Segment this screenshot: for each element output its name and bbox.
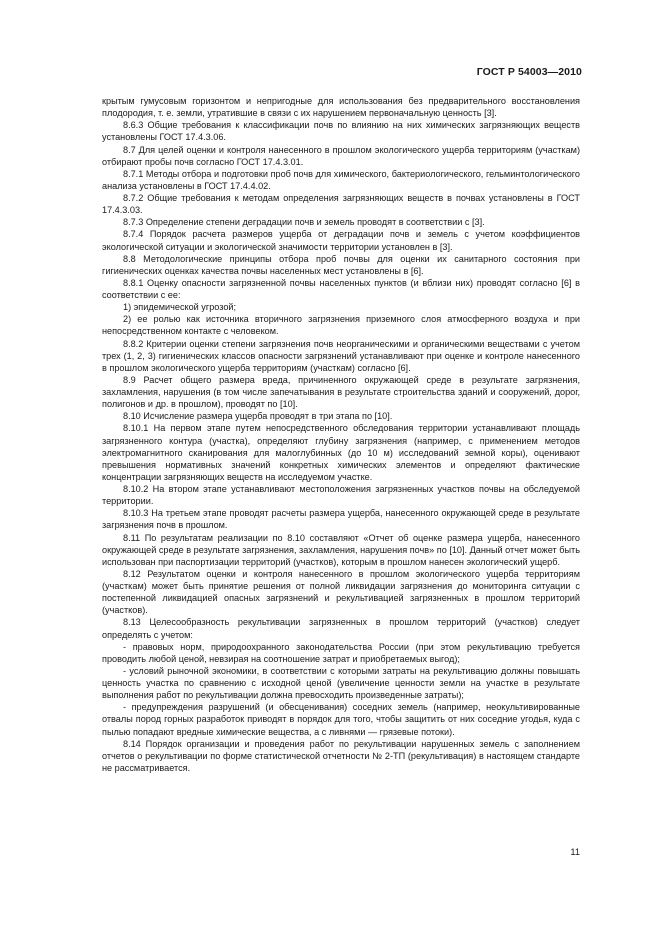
paragraph-8-14: 8.14 Порядок организации и проведения работ по рекультивации нарушенных земель с заполнением отчетов о рекультивации по форме статистической отчетности № 2-ТП (рекультивация) в настоящем стандарте не рассматривается. — [102, 738, 580, 773]
paragraph-8-10-1: 8.10.1 На первом этапе путем непосредственного обследования территории устанавливают площадь загрязненного контура (участка), определяют глубину загрязнения (например, с применением методов электромагнитного сканирования для малоглубинных (до 10 м) исследований земной коры), оценивают превышения нормативных значений конкретных химических элементов и определяют фактические концентрации загрязняющих веществ на исследуемом участке. — [102, 423, 580, 482]
paragraph-8-10: 8.10 Исчисление размера ущерба проводят в три этапа по [10]. — [123, 411, 393, 422]
dash-item-market: - условий рыночной экономики, в соответствии с которыми затраты на рекультивацию должны повышать ценность участка по сравнению с исходной ценой (увеличение ценности земли на участке в результате выполнения работ по рекультивации должна превосходить произведенные затраты); — [102, 665, 580, 701]
document-body — [102, 95, 580, 774]
list-item-1: 1) эпидемической угрозой; — [123, 302, 237, 313]
dash-item-prevention: - предупреждения разрушений (и обесценивания) соседних земель (например, неокультивированные отвалы пород горных разработок приводят в порядок для того, чтобы защитить от них соседние угодья, куда с пылью попадают вредные химические вещества, а с ливнями — грязевые потоки). — [102, 702, 580, 737]
paragraph-8-8: 8.8 Методологические принципы отбора проб почвы для оценки их санитарного состояния при гигиенических оценках качества почвы населенных мест установлены в [6]. — [102, 253, 580, 276]
paragraph-8-12: 8.12 Результатом оценки и контроля нанесенного в прошлом экологического ущерба территориям (участкам) может быть принятие решения от полной ликвидации загрязнения до мониторинга ситуации с постепенной ликвидацией опасных загрязнений и рекультивацией загрязненных в прошлом территорий (участков). — [102, 568, 580, 616]
paragraph-8-9: 8.9 Расчет общего размера вреда, причиненного окружающей среде в результате загрязнения, захламления, нарушения (в том числе запечатывания в результате строительства зданий и сооружений, дорог, полигонов и др. в прошлом), проводят по [10]. — [102, 374, 580, 410]
paragraph-8-13: 8.13 Целесообразность рекультивации загрязненных в прошлом территорий (участков) следует определять с учетом: — [102, 617, 580, 640]
dash-item-legal: - правовых норм, природоохранного законодательства России (при этом рекультивацию требуется проводить любой ценой, невзирая на соотношение затрат и приобретаемых выгод); — [102, 641, 580, 664]
paragraph-8-10-3: 8.10.3 На третьем этапе проводят расчеты размера ущерба, нанесенного окружающей среде в результате загрязнения почв в прошлом. — [102, 508, 580, 531]
paragraph-8-8-2: 8.8.2 Критерии оценки степени загрязнения почв неорганическими и органическими веществами с учетом трех (1, 2, 3) гигиенических классов опасности загрязнений устанавливают при оценке и контроле нанесенного в прошлом экологического ущерба территориям (участкам) согласно [6]. — [102, 338, 580, 373]
document-code-header: ГОСТ Р 54003—2010 — [476, 66, 582, 78]
paragraph-8-7-3: 8.7.3 Определение степени деградации почв и земель проводят в соответствии с [3]. — [123, 217, 485, 228]
paragraph-8-7-1: 8.7.1 Методы отбора и подготовки проб почв для химического, бактериологического, гельминтологического анализа установлены в ГОСТ 17.4.4.02. — [102, 168, 580, 191]
paragraph-continuation: крытым гумусовым горизонтом и непригодные для использования без предварительного восстановления плодородия, т. е. земли, утратившие в связи с их нарушением первоначальную ценность [3]. — [102, 96, 580, 119]
paragraph-8-8-1: 8.8.1 Оценку опасности загрязненной почвы населенных пунктов (и вблизи них) проводят согласно [6] в соответствии с ее: — [102, 277, 580, 300]
paragraph-8-6-3: 8.6.3 Общие требования к классификации почв по влиянию на них химических загрязняющих веществ установлены ГОСТ 17.4.3.06. — [102, 120, 580, 143]
page-number: 11 — [570, 847, 580, 857]
paragraph-8-10-2: 8.10.2 На втором этапе устанавливают местоположения загрязненных участков почвы на обследуемой территории. — [102, 484, 580, 507]
paragraph-8-7-4: 8.7.4 Порядок расчета размеров ущерба от деградации почв и земель с учетом коэффициентов экологической ситуации и экологической значимости территории установлен в [3]. — [102, 229, 580, 252]
list-item-2: 2) ее ролью как источника вторичного загрязнения приземного слоя атмосферного воздуха и при непосредственном контакте с человеком. — [102, 314, 580, 337]
paragraph-8-7: 8.7 Для целей оценки и контроля нанесенного в прошлом экологического ущерба территориям (участкам) отбирают пробы почв согласно ГОСТ 17.4.3.01. — [102, 144, 580, 167]
paragraph-8-7-2: 8.7.2 Общие требования к методам определения загрязняющих веществ в почвах установлены в ГОСТ 17.4.3.03. — [102, 193, 580, 216]
paragraph-8-11: 8.11 По результатам реализации по 8.10 составляют «Отчет об оценке размера ущерба, нанесенного окружающей среде в результате загрязнения, захламления, нарушения почв» по [10]. Данный отчет может быть использован при паспортизации территорий (участков), которым в прошлом нанесен экологический ущерб. — [102, 532, 580, 567]
